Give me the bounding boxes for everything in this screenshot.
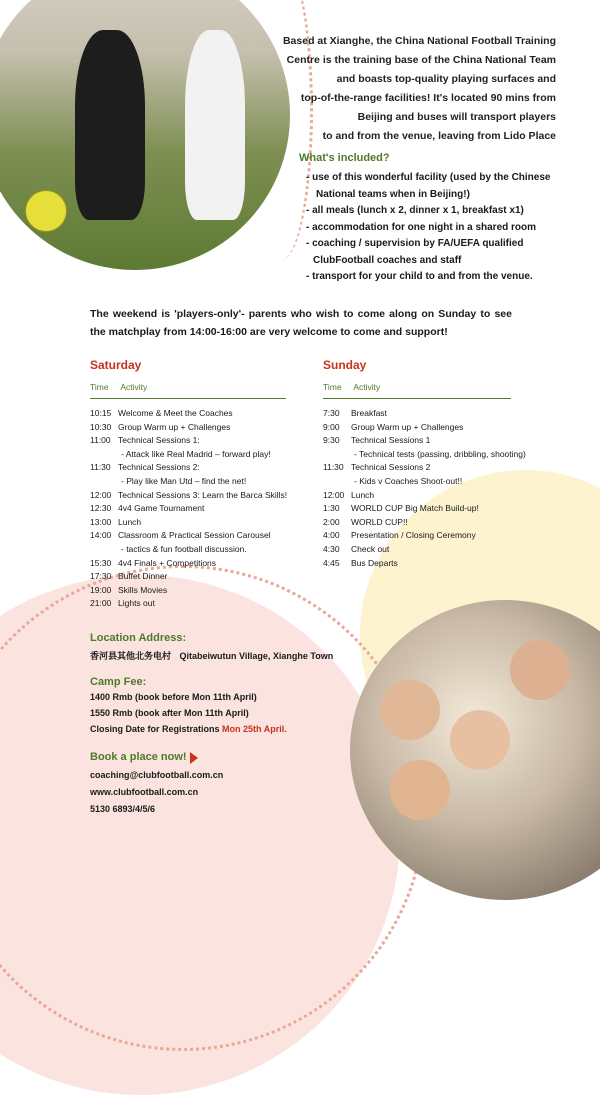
saturday-schedule (90, 407, 287, 611)
schedule-time: 12:00 (90, 489, 112, 500)
schedule-row (90, 502, 287, 516)
schedule-activity: Technical Sessions 1 (351, 435, 431, 446)
email-link[interactable]: coaching@clubfootball.com.cn (90, 770, 224, 780)
included-heading: What's included? (299, 152, 390, 164)
schedule-activity: - Kids v Coaches Shoot-out!! (354, 475, 463, 486)
schedule-time: 9:30 (323, 435, 340, 446)
list-item: - use of this wonderful facility (used by the Chinese (306, 172, 551, 183)
intro-line: Centre is the training base of the China National Team (286, 54, 556, 66)
list-item: - coaching / supervision by FA/UEFA qualified (306, 238, 524, 249)
schedule-activity: - Play like Man Utd – find the net! (121, 475, 247, 486)
schedule-time: 4:30 (323, 543, 340, 554)
included-list (306, 170, 556, 286)
arrow-right-icon (190, 752, 198, 764)
schedule-row (323, 502, 526, 516)
sunday-schedule (323, 407, 526, 570)
schedule-row (323, 475, 526, 489)
list-item: ClubFootball coaches and staff (313, 254, 462, 266)
schedule-activity: Breakfast (351, 408, 387, 418)
schedule-row (323, 461, 526, 475)
schedule-time: 19:00 (90, 584, 112, 595)
closing-date-label: Closing Date for Registrations (90, 724, 220, 734)
schedule-row (90, 597, 287, 611)
schedule-row (90, 407, 287, 421)
schedule-row (90, 461, 287, 475)
location-address (90, 649, 333, 662)
intro-line: and boasts top-quality playing surfaces and (336, 73, 556, 85)
schedule-activity: Buffet Dinner (118, 571, 168, 582)
schedule-activity: Welcome & Meet the Coaches (118, 408, 233, 418)
schedule-time: 14:00 (90, 530, 112, 541)
fee-late: 1550 Rmb (book after Mon 11th April) (90, 708, 249, 718)
schedule-time: 12:30 (90, 503, 112, 514)
football-icon (25, 190, 67, 232)
schedule-activity: - tactics & fun football discussion. (121, 543, 247, 554)
schedule-row (90, 584, 287, 598)
schedule-time: 21:00 (90, 598, 112, 609)
divider (323, 398, 511, 399)
schedule-activity: Technical Sessions 2: (118, 462, 200, 473)
photo-kids-playing-football (0, 0, 290, 270)
schedule-row (90, 489, 287, 503)
schedule-activity: - Technical tests (passing, dribbling, shooting) (354, 448, 526, 459)
activity-column-header: Activity (120, 382, 148, 392)
schedule-time: 9:00 (323, 421, 340, 432)
schedule-row (90, 570, 287, 584)
schedule-row (323, 529, 526, 543)
location-heading: Location Address: (90, 632, 187, 644)
schedule-time: 11:00 (90, 435, 111, 446)
intro-line: top-of-the-range facilities! It's located 90 mins from (300, 92, 556, 104)
schedule-row (90, 529, 287, 543)
schedule-time: 2:00 (323, 516, 340, 527)
schedule-activity: Classroom & Practical Session Carousel (118, 530, 271, 541)
fee-early: 1400 Rmb (book before Mon 11th April) (90, 692, 257, 702)
schedule-time: 12:00 (323, 489, 345, 500)
schedule-time: 10:15 (90, 408, 112, 418)
schedule-activity: Lights out (118, 598, 155, 609)
schedule-time: 13:00 (90, 516, 112, 527)
list-item: - transport for your child to and from the venue. (306, 271, 533, 282)
schedule-row (323, 407, 526, 421)
schedule-time: 11:30 (90, 462, 111, 473)
intro-line: Based at Xianghe, the China National Football Training (282, 35, 556, 47)
saturday-header (90, 358, 290, 399)
schedule-activity: WORLD CUP Big Match Build-up! (351, 503, 479, 514)
schedule-row (323, 421, 526, 435)
schedule-activity: Check out (351, 543, 390, 554)
schedule-row (323, 516, 526, 530)
time-column-header: Time (90, 382, 109, 392)
activity-column-header: Activity (353, 382, 381, 392)
sunday-header (323, 358, 523, 399)
list-item: National teams when in Beijing!) (316, 188, 470, 200)
schedule-activity: 4v4 Game Tournament (118, 503, 205, 514)
schedule-activity: Technical Sessions 3: Learn the Barca Skills! (118, 489, 288, 500)
phone-number: 5130 6893/4/5/6 (90, 804, 156, 814)
intro-paragraph (280, 32, 556, 146)
schedule-activity: Technical Sessions 2 (351, 462, 431, 473)
schedule-row (90, 543, 287, 557)
schedule-time: 11:30 (323, 462, 344, 473)
saturday-title: Saturday (90, 358, 142, 372)
schedule-row (323, 543, 526, 557)
schedule-activity: 4v4 Finals + Competitions (118, 557, 217, 568)
schedule-activity: Lunch (118, 516, 142, 527)
schedule-time: 4:45 (323, 557, 340, 568)
list-item: - all meals (lunch x 2, dinner x 1, breakfast x1) (306, 205, 524, 216)
schedule-row (323, 434, 526, 448)
schedule-activity: Lunch (351, 489, 375, 500)
camp-fee-heading: Camp Fee: (90, 676, 147, 688)
closing-date (90, 724, 287, 734)
divider (90, 398, 286, 399)
closing-date-value: Mon 25th April. (222, 724, 287, 734)
schedule-activity: Presentation / Closing Ceremony (351, 530, 476, 541)
schedule-row (90, 475, 287, 489)
schedule-time: 10:30 (90, 421, 112, 432)
schedule-activity: Group Warm up + Challenges (351, 421, 464, 432)
schedule-row (90, 448, 287, 462)
schedule-activity: Technical Sessions 1: (118, 435, 200, 446)
location-chinese: 香河县其他北务电村 (90, 651, 172, 661)
schedule-time: 17:30 (90, 571, 112, 582)
schedule-time: 1:30 (323, 503, 340, 514)
schedule-row (90, 421, 287, 435)
intro-line: Beijing and buses will transport players (357, 111, 556, 123)
schedule-time: 15:30 (90, 557, 112, 568)
book-heading: Book a place now! (90, 751, 187, 763)
schedule-activity: Group Warm up + Challenges (118, 421, 231, 432)
location-english: Qitabeiwutun Village, Xianghe Town (179, 651, 334, 661)
website-link[interactable]: www.clubfootball.com.cn (90, 787, 199, 797)
intro-line: to and from the venue, leaving from Lido Place (322, 130, 556, 142)
sunday-title: Sunday (323, 358, 367, 372)
list-item: - accommodation for one night in a shared room (306, 221, 537, 233)
schedule-activity: - Attack like Real Madrid – forward play! (121, 448, 271, 459)
schedule-row (90, 434, 287, 448)
schedule-time: 4:00 (323, 530, 340, 541)
weekend-note: The weekend is 'players-only'- parents who wish to come along on Sunday to see the matchplay from 14:00-16:00 are very welcome to come and support! (90, 308, 512, 338)
schedule-activity: Bus Departs (351, 557, 398, 568)
schedule-row (323, 557, 526, 571)
time-column-header: Time (323, 382, 342, 392)
schedule-row (90, 557, 287, 571)
schedule-row (323, 448, 526, 462)
schedule-row (323, 489, 526, 503)
schedule-activity: Skills Movies (118, 584, 168, 595)
schedule-activity: WORLD CUP!! (351, 516, 408, 527)
schedule-time: 7:30 (323, 408, 340, 418)
schedule-row (90, 516, 287, 530)
